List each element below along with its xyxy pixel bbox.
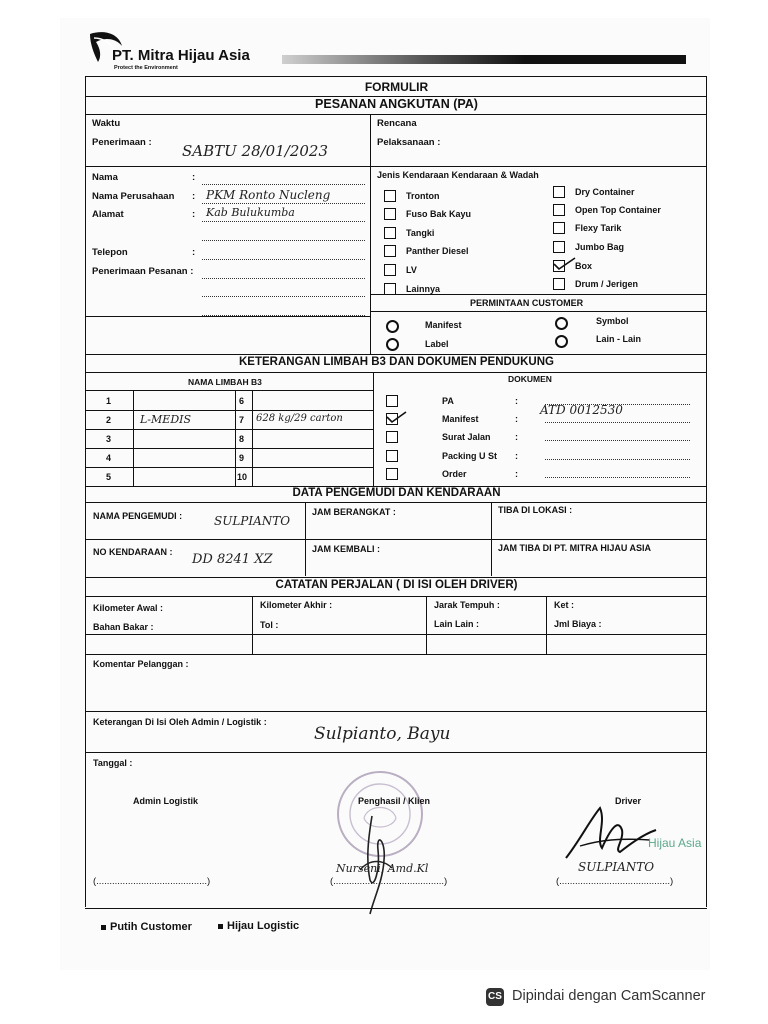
tol-label: Tol : bbox=[260, 620, 279, 630]
no-kendaraan-label: NO KENDARAAN : bbox=[93, 547, 173, 557]
permintaan-lain: Lain - Lain bbox=[596, 334, 641, 344]
putih-customer: Putih Customer bbox=[110, 921, 192, 933]
permintaan-manifest: Manifest bbox=[425, 320, 462, 330]
admin-logistik-label: Admin Logistik bbox=[133, 796, 198, 806]
jam-kembali-label: JAM KEMBALI : bbox=[312, 544, 380, 554]
checkbox-drum[interactable] bbox=[553, 278, 565, 290]
ket-label: Ket : bbox=[554, 600, 574, 610]
stamp-text: Hijau Asia bbox=[648, 836, 702, 850]
vehicle-lainnya: Lainnya bbox=[406, 284, 441, 294]
checkbox-doc-packing[interactable] bbox=[386, 450, 398, 462]
pelaksanaan-label: Pelaksanaan : bbox=[377, 137, 441, 148]
telepon-label: Telepon bbox=[92, 247, 128, 258]
checkbox-panther[interactable] bbox=[384, 245, 396, 257]
doc-manifest: Manifest bbox=[442, 414, 479, 424]
vehicle-tronton: Tronton bbox=[406, 191, 440, 201]
driver-signature-icon bbox=[560, 800, 670, 864]
nama-label: Nama bbox=[92, 172, 118, 183]
box-check-mark-icon bbox=[551, 256, 577, 272]
tanggal-label: Tanggal : bbox=[93, 758, 133, 768]
checkbox-flexy[interactable] bbox=[553, 222, 565, 234]
limbah-title: KETERANGAN LIMBAH B3 DAN DOKUMEN PENDUKUNG bbox=[239, 356, 554, 368]
checkbox-lv[interactable] bbox=[384, 264, 396, 276]
rencana-label: Rencana bbox=[377, 118, 417, 129]
checkbox-tangki[interactable] bbox=[384, 227, 396, 239]
radio-manifest[interactable] bbox=[386, 320, 399, 333]
checkbox-open-top[interactable] bbox=[553, 204, 565, 216]
radio-label[interactable] bbox=[386, 338, 399, 351]
no-kendaraan-value: DD 8241 XZ bbox=[192, 552, 273, 567]
vehicle-jumbo: Jumbo Bag bbox=[575, 242, 625, 252]
admin-blank: (..........................................) bbox=[93, 876, 211, 887]
driver-label: Driver bbox=[615, 796, 642, 806]
doc-surat-jalan: Surat Jalan bbox=[442, 432, 491, 442]
waktu-label: Waktu bbox=[92, 118, 121, 129]
permintaan-label: Label bbox=[425, 339, 449, 349]
komentar-label: Komentar Pelanggan : bbox=[93, 659, 189, 669]
permintaan-symbol: Symbol bbox=[596, 316, 629, 326]
vehicle-drum: Drum / Jerigen bbox=[575, 279, 639, 289]
jam-tiba-pt-label: JAM TIBA DI PT. MITRA HIJAU ASIA bbox=[498, 543, 652, 553]
nama-pengemudi-value: SULPIANTO bbox=[214, 514, 291, 528]
vehicle-fuso: Fuso Bak Kayu bbox=[406, 209, 472, 219]
doc-packing: Packing U St bbox=[442, 451, 498, 461]
checkbox-doc-order[interactable] bbox=[386, 468, 398, 480]
checkbox-jumbo[interactable] bbox=[553, 241, 565, 253]
tiba-lokasi-label: TIBA DI LOKASI : bbox=[498, 505, 573, 515]
vehicle-open-top: Open Top Container bbox=[575, 205, 661, 215]
hijau-logistic: Hijau Logistic bbox=[227, 920, 300, 932]
penghasil-label: Penghasil / Klien bbox=[358, 796, 431, 806]
limbah-row2-right: 628 kg/29 carton bbox=[256, 413, 343, 424]
bullet-icon bbox=[218, 924, 223, 929]
bahan-bakar-label: Bahan Bakar : bbox=[93, 622, 154, 632]
alamat-label: Alamat bbox=[92, 209, 124, 220]
jarak-tempuh-label: Jarak Tempuh : bbox=[434, 600, 500, 610]
vehicle-dry-container: Dry Container bbox=[575, 187, 635, 197]
nama-perusahaan-label: Nama Perusahaan bbox=[92, 191, 175, 202]
company-name: PT. Mitra Hijau Asia bbox=[112, 47, 250, 64]
jam-berangkat-label: JAM BERANGKAT : bbox=[312, 507, 396, 517]
form-title-2: PESANAN ANGKUTAN (PA) bbox=[315, 97, 478, 111]
checkbox-tronton[interactable] bbox=[384, 190, 396, 202]
keterangan-label: Keterangan Di Isi Oleh Admin / Logistik : bbox=[93, 717, 267, 727]
driver-name: SULPIANTO bbox=[578, 860, 655, 874]
header-bar bbox=[282, 55, 686, 64]
vehicle-flexy: Flexy Tarik bbox=[575, 223, 622, 233]
catatan-title: CATATAN PERJALAN ( DI ISI OLEH DRIVER) bbox=[275, 579, 518, 591]
vehicles-title: Jenis Kendaraan Kendaraan & Wadah bbox=[377, 170, 539, 180]
nama-pengemudi-label: NAMA PENGEMUDI : bbox=[93, 511, 183, 521]
km-awal-label: Kilometer Awal : bbox=[93, 603, 164, 613]
doc-order: Order bbox=[442, 469, 467, 479]
camscanner-logo-icon: CS bbox=[486, 988, 504, 1006]
doc-pa: PA bbox=[442, 396, 454, 406]
nama-limbah-header: NAMA LIMBAH B3 bbox=[188, 377, 262, 387]
driver-blank: (..........................................) bbox=[556, 876, 674, 887]
manifest-check-mark-icon bbox=[384, 410, 408, 426]
keterangan-value: Sulpianto, Bayu bbox=[314, 724, 451, 744]
vehicle-tangki: Tangki bbox=[406, 228, 435, 238]
vehicle-box: Box bbox=[575, 261, 593, 271]
penerimaan-label: Penerimaan : bbox=[92, 137, 152, 148]
km-akhir-label: Kilometer Akhir : bbox=[260, 600, 333, 610]
checkbox-dry-container[interactable] bbox=[553, 186, 565, 198]
penerima-label: Penerimaan Pesanan : bbox=[92, 266, 194, 277]
klien-name: Nurseni, Amd.Kl bbox=[336, 862, 429, 875]
vehicle-lv: LV bbox=[406, 265, 417, 275]
checkbox-fuso[interactable] bbox=[384, 208, 396, 220]
limbah-row2-left: L-MEDIS bbox=[140, 413, 192, 426]
alamat-value: Kab Bulukumba bbox=[206, 206, 295, 219]
form-title-1: FORMULIR bbox=[364, 80, 429, 94]
klien-blank: (..........................................) bbox=[330, 876, 448, 887]
checkbox-doc-pa[interactable] bbox=[386, 395, 398, 407]
penerimaan-value: SABTU 28/01/2023 bbox=[182, 142, 329, 160]
vehicle-panther: Panther Diesel bbox=[406, 246, 469, 256]
company-tagline: Protect the Environment bbox=[114, 65, 178, 71]
driver-title: DATA PENGEMUDI DAN KENDARAAN bbox=[292, 487, 501, 499]
bullet-icon bbox=[101, 925, 106, 930]
camscanner-text: Dipindai dengan CamScanner bbox=[512, 988, 706, 1004]
manifest-value: ATD 0012530 bbox=[540, 403, 623, 417]
lain-lain-label: Lain Lain : bbox=[434, 619, 479, 629]
permintaan-title: PERMINTAAN CUSTOMER bbox=[470, 298, 584, 308]
jml-biaya-label: Jml Biaya : bbox=[554, 619, 602, 629]
nama-perusahaan-value: PKM Ronto Nucleng bbox=[206, 188, 331, 202]
radio-symbol[interactable] bbox=[555, 317, 568, 330]
checkbox-doc-surat-jalan[interactable] bbox=[386, 431, 398, 443]
dokumen-header: DOKUMEN bbox=[508, 374, 552, 384]
radio-lain[interactable] bbox=[555, 335, 568, 348]
